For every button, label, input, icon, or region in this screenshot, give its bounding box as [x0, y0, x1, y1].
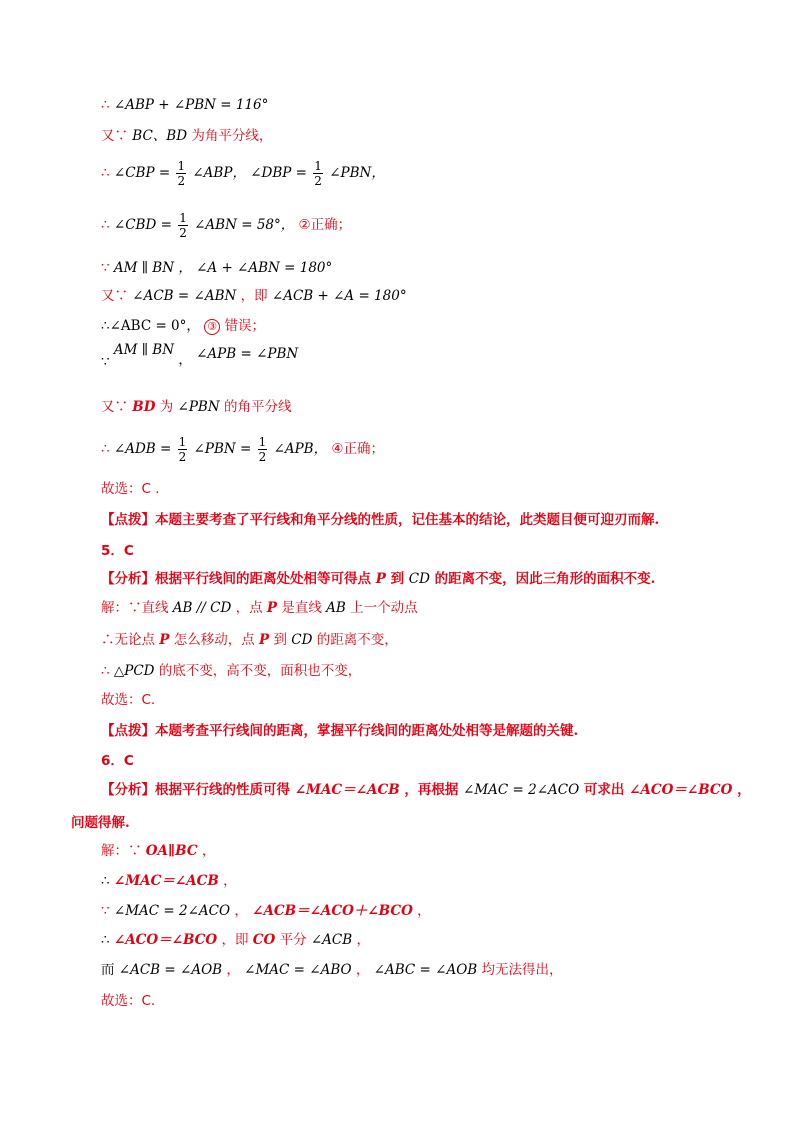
because-symbol: ∵ [101, 354, 110, 370]
math-expression: △PCD [113, 663, 155, 679]
proof-text: 为角平分线， [191, 128, 273, 144]
fraction-denominator: 2 [179, 226, 187, 240]
solution-text: 而 [101, 962, 115, 978]
math-var: CD [291, 632, 313, 648]
therefore-symbol: ∴ [101, 441, 110, 457]
solution-line [101, 902, 431, 920]
because-symbol: ∵ [101, 903, 110, 919]
math-expression: ∠CBP = [113, 165, 171, 181]
math-expression: AM ∥ BN [113, 342, 175, 358]
remark-line: 【点拨】本题主要考查了平行线和角平分线的性质，记住基本的结论，此类题目便可迎刃而解. [101, 512, 660, 528]
solution-text: ， [355, 962, 370, 978]
math-expression: ∠PBN = [193, 441, 252, 457]
fraction-numerator: 1 [258, 435, 267, 449]
math-expression: ∠ACB + ∠A = 180° [271, 288, 407, 304]
because-symbol: ∵ [101, 260, 110, 276]
analysis-text: 可求出 [583, 782, 625, 798]
proof-line [101, 435, 384, 464]
therefore-symbol: ∴ [101, 217, 110, 233]
math-expression: ∠MAC = ∠ABO [244, 962, 352, 978]
fraction-numerator: 1 [179, 211, 187, 225]
math-var: CO [252, 932, 276, 948]
therefore-symbol: ∴ [101, 932, 110, 948]
analysis-line [101, 570, 655, 588]
analysis-text: 【分析】根据平行线间的距离处处相等可得点 [101, 571, 371, 587]
solution-text: ，点 [235, 600, 263, 616]
math-var: CD [408, 571, 430, 587]
math-expression: OA∥BC [145, 843, 198, 859]
math-expression: ∠ACO＝∠BCO [113, 932, 218, 948]
math-expression: ∠MAC＝∠ACB [294, 782, 400, 798]
math-expression: AB // CD [172, 600, 232, 616]
solution-line [101, 662, 361, 680]
therefore-symbol: ∴ [101, 165, 110, 181]
solution-line [101, 872, 237, 890]
proof-line [101, 127, 272, 145]
remark-line: 【点拨】本题考查平行线间的距离，掌握平行线间的距离处处相等是解题的关键. [101, 723, 579, 739]
math-expression: BC、BD [132, 128, 188, 144]
math-expression: ∠MAC = 2∠ACO [113, 903, 231, 919]
proof-text: ，即 [240, 288, 268, 304]
solution-text: 上一个动点 [350, 600, 418, 616]
fraction [258, 435, 268, 464]
math-expression: ， ∠A + ∠ABN = 180° [178, 260, 333, 276]
math-expression: ∴∠ABC = 0°， [101, 318, 200, 334]
because-symbol: 又∵ [101, 399, 128, 415]
conclusion-text: 错误； [224, 318, 265, 334]
math-expression: ∠ABP + ∠PBN = 116° [113, 97, 269, 113]
fraction-denominator: 2 [314, 174, 322, 188]
fraction-denominator: 2 [258, 450, 267, 464]
solution-text: ， [223, 873, 237, 889]
proof-line [101, 211, 351, 240]
math-expression: ∠ABC = ∠AOB [373, 962, 478, 978]
math-expression: AM ∥ BN [113, 260, 175, 276]
proof-text: ， [178, 352, 192, 368]
fraction [178, 211, 188, 240]
math-expression: ∠ACO＝∠BCO [629, 782, 733, 798]
analysis-line [101, 781, 751, 799]
fraction-denominator: 2 [177, 174, 186, 188]
fraction [313, 159, 323, 188]
proof-line [101, 259, 332, 277]
solution-text: 解：∵ [101, 843, 142, 859]
math-expression: AB [326, 600, 346, 616]
analysis-text: 到 [390, 571, 405, 587]
fraction-denominator: 2 [178, 450, 187, 464]
math-expression: ∠CBD = [113, 217, 172, 233]
math-expression: ∠ACB＝∠ACO＋∠BCO [252, 903, 413, 919]
analysis-text: ， [737, 782, 751, 798]
solution-line [101, 842, 215, 860]
question-number: 6．C [101, 753, 134, 769]
math-expression: ∠APB = ∠PBN [196, 346, 299, 362]
conclusion-text: ②正确； [298, 217, 352, 233]
circled-number: ③ [204, 319, 220, 335]
because-symbol: 又∵ [101, 128, 128, 144]
math-expression: ∠APB， [273, 441, 328, 457]
math-expression: ∠MAC = 2∠ACO [463, 782, 580, 798]
solution-text: ， [201, 843, 216, 859]
math-expression: ∠ABP， ∠DBP = [192, 165, 307, 181]
solution-text: ， [417, 903, 431, 919]
math-var: P [266, 600, 278, 616]
math-expression: ∠ACB [310, 932, 353, 948]
solution-text: 是直线 [281, 600, 322, 616]
solution-text: 解：∵直线 [101, 600, 169, 616]
fraction [178, 435, 188, 464]
analysis-text: 的距离不变，因此三角形的面积不变. [434, 571, 656, 587]
solution-line [101, 931, 370, 949]
math-expression: BD [132, 399, 156, 415]
solution-text: 的距离不变， [316, 632, 398, 648]
solution-line [101, 631, 398, 649]
proof-line [101, 159, 385, 188]
solution-text: 的底不变，高不变，面积也不变， [158, 663, 362, 679]
math-var: P [159, 632, 170, 648]
solution-text: ∴无论点 [101, 632, 155, 648]
proof-line [101, 96, 268, 114]
answer-line: 故选：C. [101, 993, 156, 1009]
solution-text: 平分 [279, 932, 307, 948]
solution-text: ，即 [221, 932, 249, 948]
solution-text: 怎么移动，点 [173, 632, 255, 648]
solution-text: ， [356, 932, 370, 948]
analysis-line: 问题得解. [71, 815, 130, 831]
solution-text: ， [226, 962, 240, 978]
fraction [176, 159, 186, 188]
therefore-symbol: ∴ [101, 97, 110, 113]
proof-text: 的角平分线 [223, 399, 292, 415]
solution-text: 到 [273, 632, 287, 648]
proof-line [101, 317, 265, 335]
conclusion-text: ④正确； [331, 441, 384, 457]
therefore-symbol: ∴ [101, 663, 110, 679]
fraction-numerator: 1 [314, 159, 322, 173]
math-expression: ∠PBN， [329, 165, 385, 181]
proof-text: 为 [159, 399, 174, 415]
because-symbol: 又∵ [101, 288, 128, 304]
math-var: P [259, 632, 270, 648]
proof-line [101, 287, 407, 305]
math-expression: ∠ABN = 58°， [194, 217, 295, 233]
fraction-numerator: 1 [178, 435, 187, 449]
math-expression: ∠ACB = ∠ABN [132, 288, 237, 304]
question-number: 5．C [101, 543, 134, 559]
solution-text: 均无法得出， [481, 962, 563, 978]
answer-line: 故选：C. [101, 692, 156, 708]
proof-line [101, 398, 291, 416]
answer-line: 故选：C . [101, 481, 160, 497]
therefore-symbol: ∴ [101, 873, 110, 889]
math-expression: ∠ACB = ∠AOB [118, 962, 223, 978]
proof-line [101, 342, 299, 370]
solution-line [101, 599, 418, 617]
solution-text: ， [234, 903, 248, 919]
solution-line [101, 961, 562, 979]
fraction-numerator: 1 [177, 159, 186, 173]
math-expression: ∠MAC＝∠ACB [113, 873, 219, 889]
analysis-text: ，再根据 [404, 782, 459, 798]
math-expression: ∠ADB = [113, 441, 172, 457]
math-var: P [375, 571, 386, 587]
analysis-text: 【分析】根据平行线的性质可得 [101, 782, 290, 798]
math-expression: ∠PBN [177, 399, 220, 415]
